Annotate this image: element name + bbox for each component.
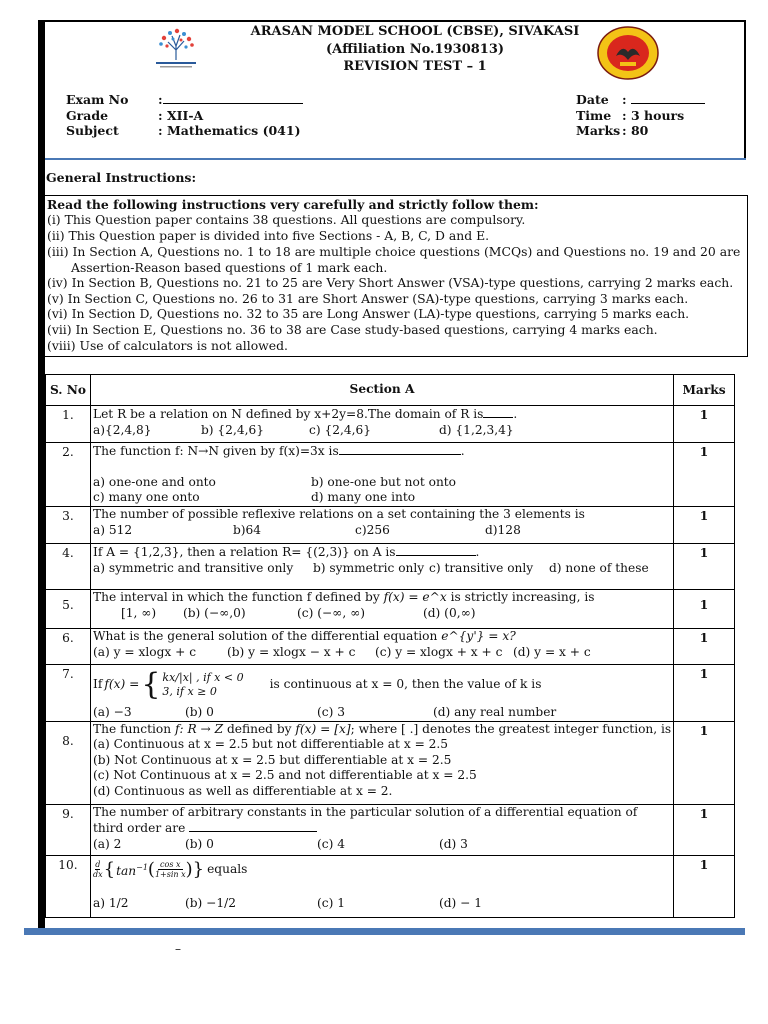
question-stem-end: is continuous at x = 0, then the value of k is bbox=[269, 677, 542, 692]
question-number: 4. bbox=[46, 544, 91, 590]
question-number: 6. bbox=[46, 629, 91, 665]
question-marks: 1 bbox=[674, 804, 735, 855]
question-number: 2. bbox=[46, 443, 91, 507]
general-instructions-title: General Instructions: bbox=[46, 170, 197, 185]
question-stem: The function bbox=[93, 721, 172, 736]
d-dx-fraction: d dx bbox=[93, 860, 103, 879]
options-row bbox=[93, 475, 673, 491]
subject-label: Subject bbox=[66, 123, 119, 138]
table-row bbox=[46, 507, 735, 544]
option: b) {2,4,6} bbox=[201, 422, 264, 437]
option: d) none of these bbox=[549, 560, 649, 575]
option: (d) any real number bbox=[433, 705, 557, 719]
option: (d) Continuous as well as differentiable at x = 2. bbox=[93, 783, 393, 798]
options-row bbox=[93, 523, 673, 539]
subject-value: : Mathematics (041) bbox=[158, 123, 301, 138]
question-text: Let R be a relation on N defined by x+2y=8.The domain of R is . a){2,4,8} b) {2,4,6} c) {2,4,6} d) {1,2,3,4} bbox=[91, 406, 674, 443]
questions-table bbox=[45, 374, 735, 918]
question-stem: If A = {1,2,3}, then a relation R= {(2,3)} on A is bbox=[93, 545, 396, 559]
math-expression: f(x) = e^x bbox=[383, 590, 447, 604]
question-text bbox=[91, 507, 674, 544]
math-expression: f: R → Z bbox=[174, 721, 224, 736]
question-stem: equals bbox=[207, 861, 248, 876]
options-row bbox=[93, 423, 673, 439]
options-row bbox=[93, 561, 673, 577]
option: a) symmetric and transitive only bbox=[93, 560, 294, 575]
option: a) one-one and onto bbox=[93, 474, 216, 489]
options-row bbox=[93, 896, 673, 912]
option: (c) 4 bbox=[317, 836, 345, 851]
option: c) {2,4,6} bbox=[309, 422, 371, 437]
question-text: The function f: N→N given by f(x)=3x is . a) one-one and onto b) one-one but not onto c) many one onto d) many one into bbox=[91, 443, 674, 507]
instruction-line: (vii) In Section E, Questions no. 36 to 38 are Case study-based questions, carrying 4 marks each. bbox=[47, 322, 658, 337]
question-number: 3. bbox=[46, 507, 91, 544]
close-brace: } bbox=[192, 858, 205, 880]
option: a) 512 bbox=[93, 522, 133, 537]
school-name: ARASAN MODEL SCHOOL (CBSE), SIVAKASI bbox=[250, 24, 580, 39]
table-row bbox=[46, 544, 735, 590]
tan-inverse: $\tan^{-1}$ bbox=[116, 862, 148, 878]
question-stem-end: is strictly increasing, is bbox=[450, 590, 595, 604]
time-label: Time bbox=[576, 108, 612, 123]
option: (b) 0 bbox=[185, 705, 214, 719]
question-marks: 1 bbox=[674, 443, 735, 507]
question-text bbox=[91, 590, 674, 629]
question-text bbox=[91, 665, 674, 722]
question-marks: 1 bbox=[674, 406, 735, 443]
option: (d) y = x + c bbox=[513, 644, 591, 659]
instructions-lead: Read the following instructions very carefully and strictly follow them: bbox=[47, 197, 539, 212]
table-header-row bbox=[46, 375, 735, 406]
option: (c) 3 bbox=[317, 705, 345, 719]
table-row bbox=[46, 406, 735, 443]
exam-no-label: Exam No bbox=[66, 92, 129, 107]
piecewise-cases bbox=[162, 671, 243, 699]
table-row bbox=[46, 721, 735, 804]
page-border-left bbox=[38, 20, 45, 930]
question-number: 9. bbox=[46, 804, 91, 855]
question-marks: 1 bbox=[674, 629, 735, 665]
question-number: 8. bbox=[46, 721, 91, 804]
question-stem: What is the general solution of the differential equation bbox=[93, 629, 438, 643]
question-stem: If bbox=[93, 677, 103, 692]
date-field: : bbox=[622, 92, 705, 108]
instruction-line: (ii) This Question paper is divided into five Sections - A, B, C, D and E. bbox=[47, 228, 490, 243]
options-row bbox=[93, 705, 673, 721]
marks-value: : 80 bbox=[622, 123, 649, 138]
option: b) one-one but not onto bbox=[311, 474, 457, 489]
option: (d) (0,∞) bbox=[423, 605, 476, 620]
case-two: 3, if x ≥ 0 bbox=[162, 685, 217, 698]
question-text bbox=[91, 804, 674, 855]
option: a) 1/2 bbox=[93, 895, 129, 910]
table-row bbox=[46, 804, 735, 855]
question-stem-end: third order are bbox=[93, 821, 186, 835]
instruction-line: (i) This Question paper contains 38 questions. All questions are compulsory. bbox=[47, 212, 526, 227]
question-marks: 1 bbox=[674, 665, 735, 722]
question-stem-end: ; where [ .] denotes the greatest integer function, is bbox=[350, 721, 672, 736]
col-sno-header: S. No bbox=[46, 375, 91, 406]
col-marks-header: Marks bbox=[674, 375, 735, 406]
option: (b) y = xlogx − x + c bbox=[227, 644, 356, 659]
option: c) many one onto bbox=[93, 490, 200, 504]
options-row bbox=[93, 645, 673, 661]
option: (c) (−∞, ∞) bbox=[297, 605, 365, 620]
options-row bbox=[93, 606, 673, 622]
question-marks: 1 bbox=[674, 855, 735, 917]
question-stem: Let R be a relation on N defined by x+2y=8.The domain of R is bbox=[93, 407, 484, 421]
school-tree-logo bbox=[150, 26, 202, 70]
math-expression: f(x) = [x] bbox=[295, 721, 351, 736]
option: d) many one into bbox=[311, 490, 416, 504]
option: (b) 0 bbox=[185, 836, 214, 851]
question-stem: The interval in which the function f defined by bbox=[93, 590, 380, 604]
option: (c) y = xlogx + x + c bbox=[375, 644, 503, 659]
question-number: 7. bbox=[46, 665, 91, 722]
test-title: REVISION TEST – 1 bbox=[343, 59, 487, 74]
instruction-line: (vi) In Section D, Questions no. 32 to 35 are Long Answer (LA)-type questions, carrying 5 marks each. bbox=[47, 306, 690, 321]
question-stem: The number of arbitrary constants in the particular solution of a differential equation of bbox=[93, 804, 638, 819]
instruction-line: (v) In Section C, Questions no. 26 to 31 are Short Answer (SA)-type questions, carrying 3 marks each. bbox=[47, 291, 689, 306]
option: c)256 bbox=[355, 522, 390, 537]
option: b) symmetric only bbox=[313, 560, 425, 575]
options-row bbox=[93, 837, 673, 853]
option: c) transitive only bbox=[429, 560, 534, 575]
page-border-right bbox=[744, 20, 746, 158]
question-stem: The function f: N→N given by f(x)=3x is bbox=[93, 444, 339, 458]
option: (a) y = xlogx + c bbox=[93, 644, 197, 659]
page-border-top bbox=[38, 20, 746, 22]
option: (a) 2 bbox=[93, 836, 122, 851]
option: a){2,4,8} bbox=[93, 422, 152, 437]
question-number: 10. bbox=[46, 855, 91, 917]
question-text bbox=[91, 629, 674, 665]
affiliation-number: (Affiliation No.1930813) bbox=[325, 42, 505, 57]
math-expression: e^{y'} = x? bbox=[441, 629, 516, 643]
option: d)128 bbox=[485, 522, 521, 537]
question-stem: The number of possible reflexive relations on a set containing the 3 elements is bbox=[93, 507, 585, 521]
table-row bbox=[46, 855, 735, 917]
option: (d) − 1 bbox=[439, 895, 483, 910]
open-brace: { bbox=[103, 858, 116, 880]
option: b)64 bbox=[233, 522, 262, 537]
instruction-line: (iii) In Section A, Questions no. 1 to 18 are multiple choice questions (MCQs) and Questions no. 19 and 20 are bbox=[47, 244, 741, 259]
cos-sin-fraction: cos x 1+sin x bbox=[154, 860, 186, 879]
table-row bbox=[46, 665, 735, 722]
option: (b) (−∞,0) bbox=[183, 605, 246, 620]
school-emblem-logo bbox=[596, 26, 660, 80]
option: (a) Continuous at x = 2.5 but not differentiable at x = 2.5 bbox=[93, 737, 449, 751]
case-one: kx/|x| , if x < 0 bbox=[162, 671, 244, 684]
question-number: 1. bbox=[46, 406, 91, 443]
function-name: f(x) = bbox=[104, 677, 140, 692]
option: (a) −3 bbox=[93, 705, 132, 719]
question-marks: 1 bbox=[674, 544, 735, 590]
question-marks: 1 bbox=[674, 590, 735, 629]
question-number: 5. bbox=[46, 590, 91, 629]
date-label: Date bbox=[576, 92, 609, 107]
marks-label: Marks bbox=[576, 123, 621, 138]
question-marks: 1 bbox=[674, 721, 735, 804]
options-row bbox=[93, 490, 673, 506]
grade-label: Grade bbox=[66, 108, 109, 123]
table-row bbox=[46, 590, 735, 629]
derivative-expression bbox=[93, 856, 673, 884]
option: d) {1,2,3,4} bbox=[439, 422, 514, 437]
time-value: : 3 hours bbox=[622, 108, 685, 123]
open-paren: ( bbox=[147, 858, 155, 880]
footer-dash: – bbox=[175, 942, 181, 956]
grade-value: : XII-A bbox=[158, 108, 204, 123]
option: (c) 1 bbox=[317, 895, 345, 910]
header-divider bbox=[45, 158, 746, 160]
instruction-line: Assertion-Reason based questions of 1 mark each. bbox=[71, 260, 388, 275]
question-marks: 1 bbox=[674, 507, 735, 544]
option: (b) −1/2 bbox=[185, 895, 237, 910]
question-text bbox=[91, 855, 674, 917]
option: (b) Not Continuous at x = 2.5 but differentiable at x = 2.5 bbox=[93, 752, 452, 767]
question-text bbox=[91, 721, 674, 804]
table-row bbox=[46, 629, 735, 665]
exam-no-field: : bbox=[158, 92, 303, 108]
footer-bar bbox=[24, 928, 745, 935]
option: (d) 3 bbox=[439, 836, 468, 851]
question-stem-mid: defined by bbox=[226, 721, 292, 736]
option: (c) Not Continuous at x = 2.5 and not differentiable at x = 2.5 bbox=[93, 768, 477, 782]
question-text: If A = {1,2,3}, then a relation R= {(2,3)} on A is . a) symmetric and transitive only b) symmetric only c) transitive only d) none of these bbox=[91, 544, 674, 590]
brace-symbol: { bbox=[141, 667, 161, 702]
table-row bbox=[46, 443, 735, 507]
instruction-line: (iv) In Section B, Questions no. 21 to 25 are Very Short Answer (VSA)-type questions, carrying 2 marks each. bbox=[47, 275, 734, 290]
instruction-line: (viii) Use of calculators is not allowed. bbox=[47, 338, 288, 353]
option: [1, ∞) bbox=[121, 605, 157, 620]
close-paren: ) bbox=[185, 858, 193, 880]
col-section-header: Section A bbox=[91, 375, 674, 406]
